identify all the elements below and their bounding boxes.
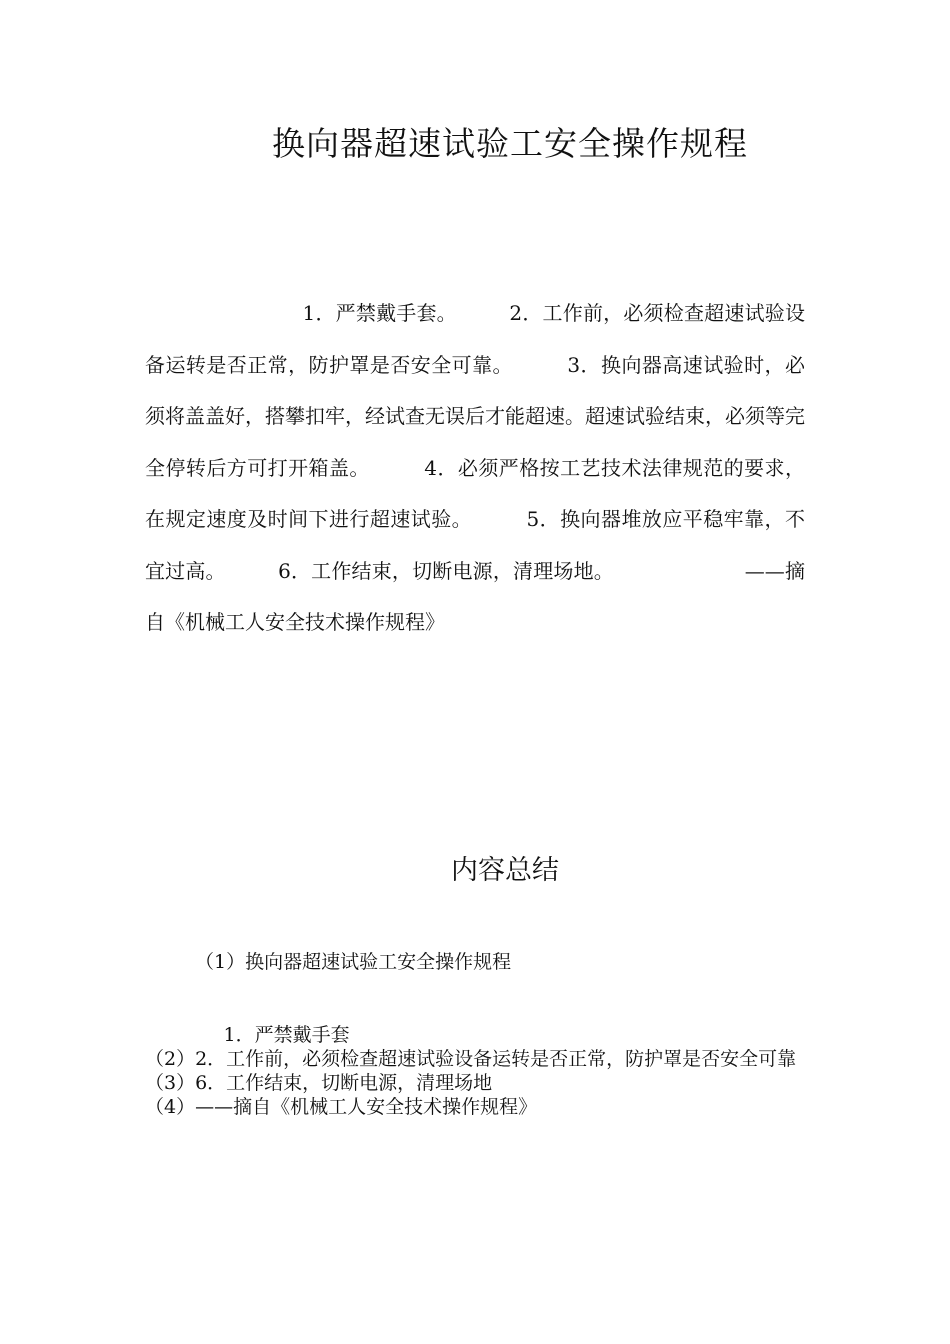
summary-line-b: （2）2．工作前，必须检查超速试验设备运转是否正常，防护罩是否安全可靠 [145,1048,797,1070]
summary-line-d: （4）——摘自《机械工人安全技术操作规程》 [145,1096,538,1118]
summary-title: 内容总结 [451,855,559,886]
document-body: 1．严禁戴手套。 2．工作前，必须检查超速试验设备运转是否正常，防护罩是否安全可靠。 3．换向器高速试验时，必须将盖盖好，搭攀扣牢，经试查无误后才能超速。超速试验结束，必须等完全停转后方可打开箱盖。 4．必须严格按工艺技术法律规范的要求，在规定速度及时间下进行超速试验。 5．换向器堆放应平稳牢靠，不宜过高。 6．工作结束，切断电源，清理场地。 ——摘自《机械工人安全技术操作规程》 [145,301,805,634]
summary-item-1: （1）换向器超速试验工安全操作规程 [195,951,512,973]
document-title: 换向器超速试验工安全操作规程 [272,124,748,163]
summary-line-a: 1．严禁戴手套 [145,1024,350,1046]
summary-list [145,1023,805,1119]
summary-line-c: （3）6．工作结束，切断电源，清理场地 [145,1072,493,1094]
